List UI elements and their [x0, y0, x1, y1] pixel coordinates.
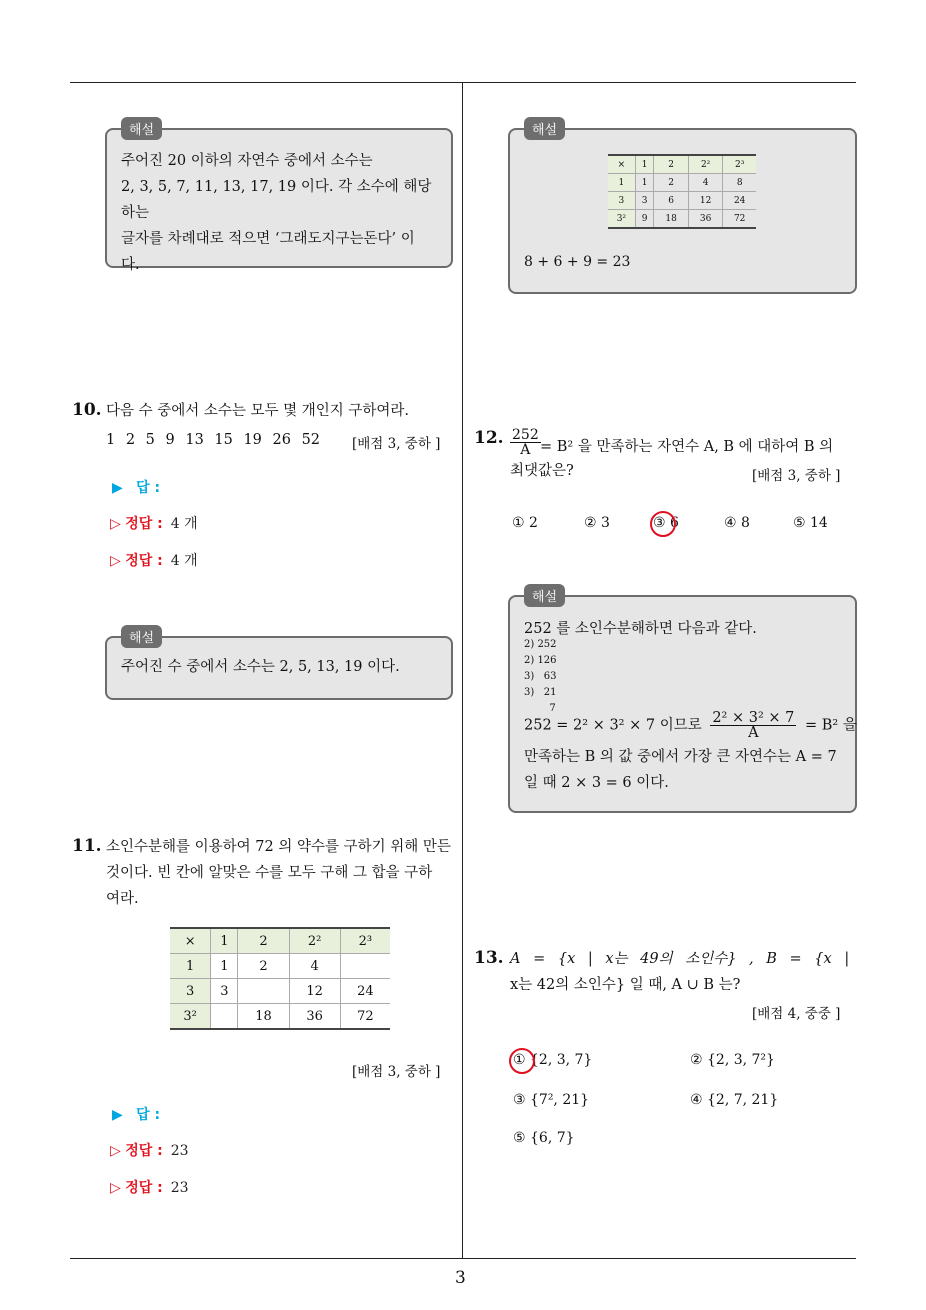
- division-step: 3) 63: [524, 671, 557, 682]
- choice-2[interactable]: ② {2, 3, 7²}: [690, 1052, 775, 1068]
- table-cell: [238, 979, 289, 1004]
- divisor-table: [170, 927, 390, 1030]
- table-cell: 1: [635, 174, 654, 192]
- table-cell: 18: [238, 1004, 289, 1030]
- question-text: 다음 수 중에서 소수는 모두 몇 개인지 구하여라.: [106, 403, 410, 419]
- choice-5[interactable]: ⑤ 14: [793, 515, 828, 531]
- explanation-table: [608, 154, 756, 229]
- table-cell: 3: [170, 979, 211, 1004]
- selected-circle-mark: [650, 511, 676, 537]
- fraction-denominator: A: [748, 725, 759, 741]
- correct-answer-value: 23: [170, 1180, 189, 1196]
- table-cell: 1: [211, 928, 238, 954]
- table-cell: 1: [608, 174, 635, 192]
- question-number: 10.: [72, 400, 102, 420]
- top-rule: [70, 82, 856, 83]
- play-icon: ▶: [112, 1107, 123, 1123]
- explanation-text: 주어진 20 이하의 자연수 중에서 소수는: [121, 153, 373, 169]
- correct-label: 정답 :: [125, 516, 163, 532]
- correct-answer-row: [110, 550, 198, 570]
- table-cell: 1: [635, 155, 654, 174]
- selected-circle-mark: [509, 1048, 535, 1074]
- explanation-text: 다.: [121, 257, 140, 273]
- explanation-text: 주어진 수 중에서 소수는 2, 5, 13, 19 이다.: [121, 659, 400, 675]
- explanation-text: 252 를 소인수분해하면 다음과 같다.: [524, 621, 757, 637]
- table-cell: [340, 954, 390, 979]
- correct-answer-value: 4 개: [170, 553, 198, 569]
- table-cell: 9: [635, 210, 654, 229]
- table-row: [170, 1004, 390, 1030]
- question-text: x는 42의 소인수} 일 때, A ∪ B 는?: [510, 977, 741, 993]
- table-cell: 2³: [723, 155, 756, 174]
- fraction: [510, 428, 541, 457]
- explanation-box-q9: [105, 123, 453, 273]
- bottom-rule: [70, 1258, 856, 1259]
- table-cell: 8: [723, 174, 756, 192]
- explanation-text: 일 때 2 × 3 = 6 이다.: [524, 775, 669, 791]
- table-row: [608, 192, 756, 210]
- table-cell: ×: [170, 928, 211, 954]
- explanation-box-q11: [508, 123, 857, 294]
- play-icon: ▶: [112, 480, 123, 496]
- table-row: [170, 979, 390, 1004]
- explanation-tag: 해설: [121, 117, 162, 140]
- table-row: [170, 928, 390, 954]
- table-row: [608, 174, 756, 192]
- table-cell: 3: [211, 979, 238, 1004]
- question-numbers: 1 2 5 9 13 15 19 26 52: [106, 432, 321, 448]
- question-text: 최댓값은?: [510, 463, 574, 479]
- question-number: 11.: [72, 836, 102, 856]
- choice-5[interactable]: ⑤ {6, 7}: [513, 1130, 575, 1146]
- formula-text: 252 = 2² × 3² × 7 이므로: [524, 717, 702, 734]
- choice-4[interactable]: ④ {2, 7, 21}: [690, 1092, 779, 1108]
- fraction-numerator: 2² × 3² × 7: [712, 710, 795, 726]
- correct-answer-row: [110, 1177, 189, 1197]
- correct-answer-value: 4 개: [170, 516, 198, 532]
- table-cell: 3: [635, 192, 654, 210]
- table-cell: 24: [340, 979, 390, 1004]
- division-step: 7: [524, 703, 556, 714]
- score-label: [배점 4, 중중 ]: [752, 1006, 841, 1022]
- correct-answer-row: [110, 1140, 189, 1160]
- table-cell: 12: [289, 979, 340, 1004]
- table-row: [170, 954, 390, 979]
- explanation-formula: [524, 711, 857, 740]
- question-text: 것이다. 빈 칸에 알맞은 수를 모두 구해 그 합을 구하: [106, 865, 433, 881]
- score-label: [배점 3, 중하 ]: [352, 436, 441, 452]
- table-cell: 4: [289, 954, 340, 979]
- explanation-text: 만족하는 B 의 값 중에서 가장 큰 자연수는 A = 7: [524, 749, 837, 765]
- score-label: [배점 3, 중하 ]: [352, 1064, 441, 1080]
- formula-text: = B² 을: [804, 717, 857, 734]
- fraction-denominator: A: [520, 442, 531, 458]
- table-cell: 2²: [289, 928, 340, 954]
- table-cell: 18: [654, 210, 688, 229]
- explanation-tag: 해설: [121, 625, 162, 648]
- correct-label: 정답 :: [125, 1180, 163, 1196]
- table-cell: 12: [688, 192, 722, 210]
- correct-label: 정답 :: [125, 553, 163, 569]
- question-text: = B² 을 만족하는 자연수 A, B 에 대하여 B 의: [540, 439, 834, 455]
- table-cell: 24: [723, 192, 756, 210]
- score-label: [배점 3, 중하 ]: [752, 468, 841, 484]
- table-cell: [211, 1004, 238, 1030]
- table-cell: 2: [238, 928, 289, 954]
- table-cell: 3: [608, 192, 635, 210]
- choice-1[interactable]: ① {2, 3, 7}: [513, 1052, 593, 1068]
- question-text: 여라.: [106, 891, 139, 907]
- explanation-box-q10: [105, 631, 453, 700]
- table-cell: 2³: [340, 928, 390, 954]
- table-cell: 1: [170, 954, 211, 979]
- division-step: 2) 252: [524, 639, 557, 650]
- answer-label: 답 :: [136, 1107, 161, 1123]
- explanation-sum: 8 + 6 + 9 = 23: [524, 254, 631, 270]
- table-cell: 72: [723, 210, 756, 229]
- table-cell: 2: [654, 174, 688, 192]
- explanation-text: 글자를 차례대로 적으면 ‘그래도지구는돈다’ 이: [121, 231, 415, 247]
- table-cell: 36: [688, 210, 722, 229]
- table-cell: ×: [608, 155, 635, 174]
- answer-label: 답 :: [136, 480, 161, 496]
- question-number: 12.: [474, 428, 504, 448]
- table-cell: 4: [688, 174, 722, 192]
- page-number: 3: [455, 1268, 466, 1288]
- correct-answer-value: 23: [170, 1143, 189, 1159]
- choice-2[interactable]: ② 3: [584, 515, 610, 531]
- table-cell: 6: [654, 192, 688, 210]
- question-number: 13.: [474, 948, 504, 968]
- table-cell: 72: [340, 1004, 390, 1030]
- table-row: [608, 155, 756, 174]
- question-text: A = {x | x는 49의 소인수} , B = {x |: [510, 951, 850, 967]
- question-text: 소인수분해를 이용하여 72 의 약수를 구하기 위해 만든: [106, 839, 451, 855]
- correct-answer-row: [110, 513, 198, 533]
- answer-row: [112, 477, 160, 497]
- table-cell: 2: [238, 954, 289, 979]
- choice-3[interactable]: ③ {7², 21}: [513, 1092, 590, 1108]
- explanation-tag: 해설: [524, 584, 565, 607]
- choice-1[interactable]: ① 2: [512, 515, 538, 531]
- division-step: 2) 126: [524, 655, 557, 666]
- table-cell: 3²: [170, 1004, 211, 1030]
- table-cell: 2: [654, 155, 688, 174]
- answer-row: [112, 1104, 160, 1124]
- triangle-icon: ▷: [110, 516, 121, 532]
- triangle-icon: ▷: [110, 1180, 121, 1196]
- triangle-icon: ▷: [110, 553, 121, 569]
- division-step: 3) 21: [524, 687, 557, 698]
- table-cell: 36: [289, 1004, 340, 1030]
- table-cell: 2²: [688, 155, 722, 174]
- table-cell: 1: [211, 954, 238, 979]
- triangle-icon: ▷: [110, 1143, 121, 1159]
- explanation-text: 2, 3, 5, 7, 11, 13, 17, 19 이다. 각 소수에 해당하는: [121, 179, 432, 221]
- correct-label: 정답 :: [125, 1143, 163, 1159]
- prime-division: [524, 637, 557, 717]
- column-divider: [462, 82, 463, 1258]
- choice-4[interactable]: ④ 8: [724, 515, 750, 531]
- table-cell: 3²: [608, 210, 635, 229]
- table-row: [608, 210, 756, 229]
- explanation-tag: 해설: [524, 117, 565, 140]
- explanation-box-q12: [508, 590, 857, 813]
- fraction-numerator: 252: [512, 427, 539, 443]
- choice-3[interactable]: ③ 6: [653, 515, 679, 531]
